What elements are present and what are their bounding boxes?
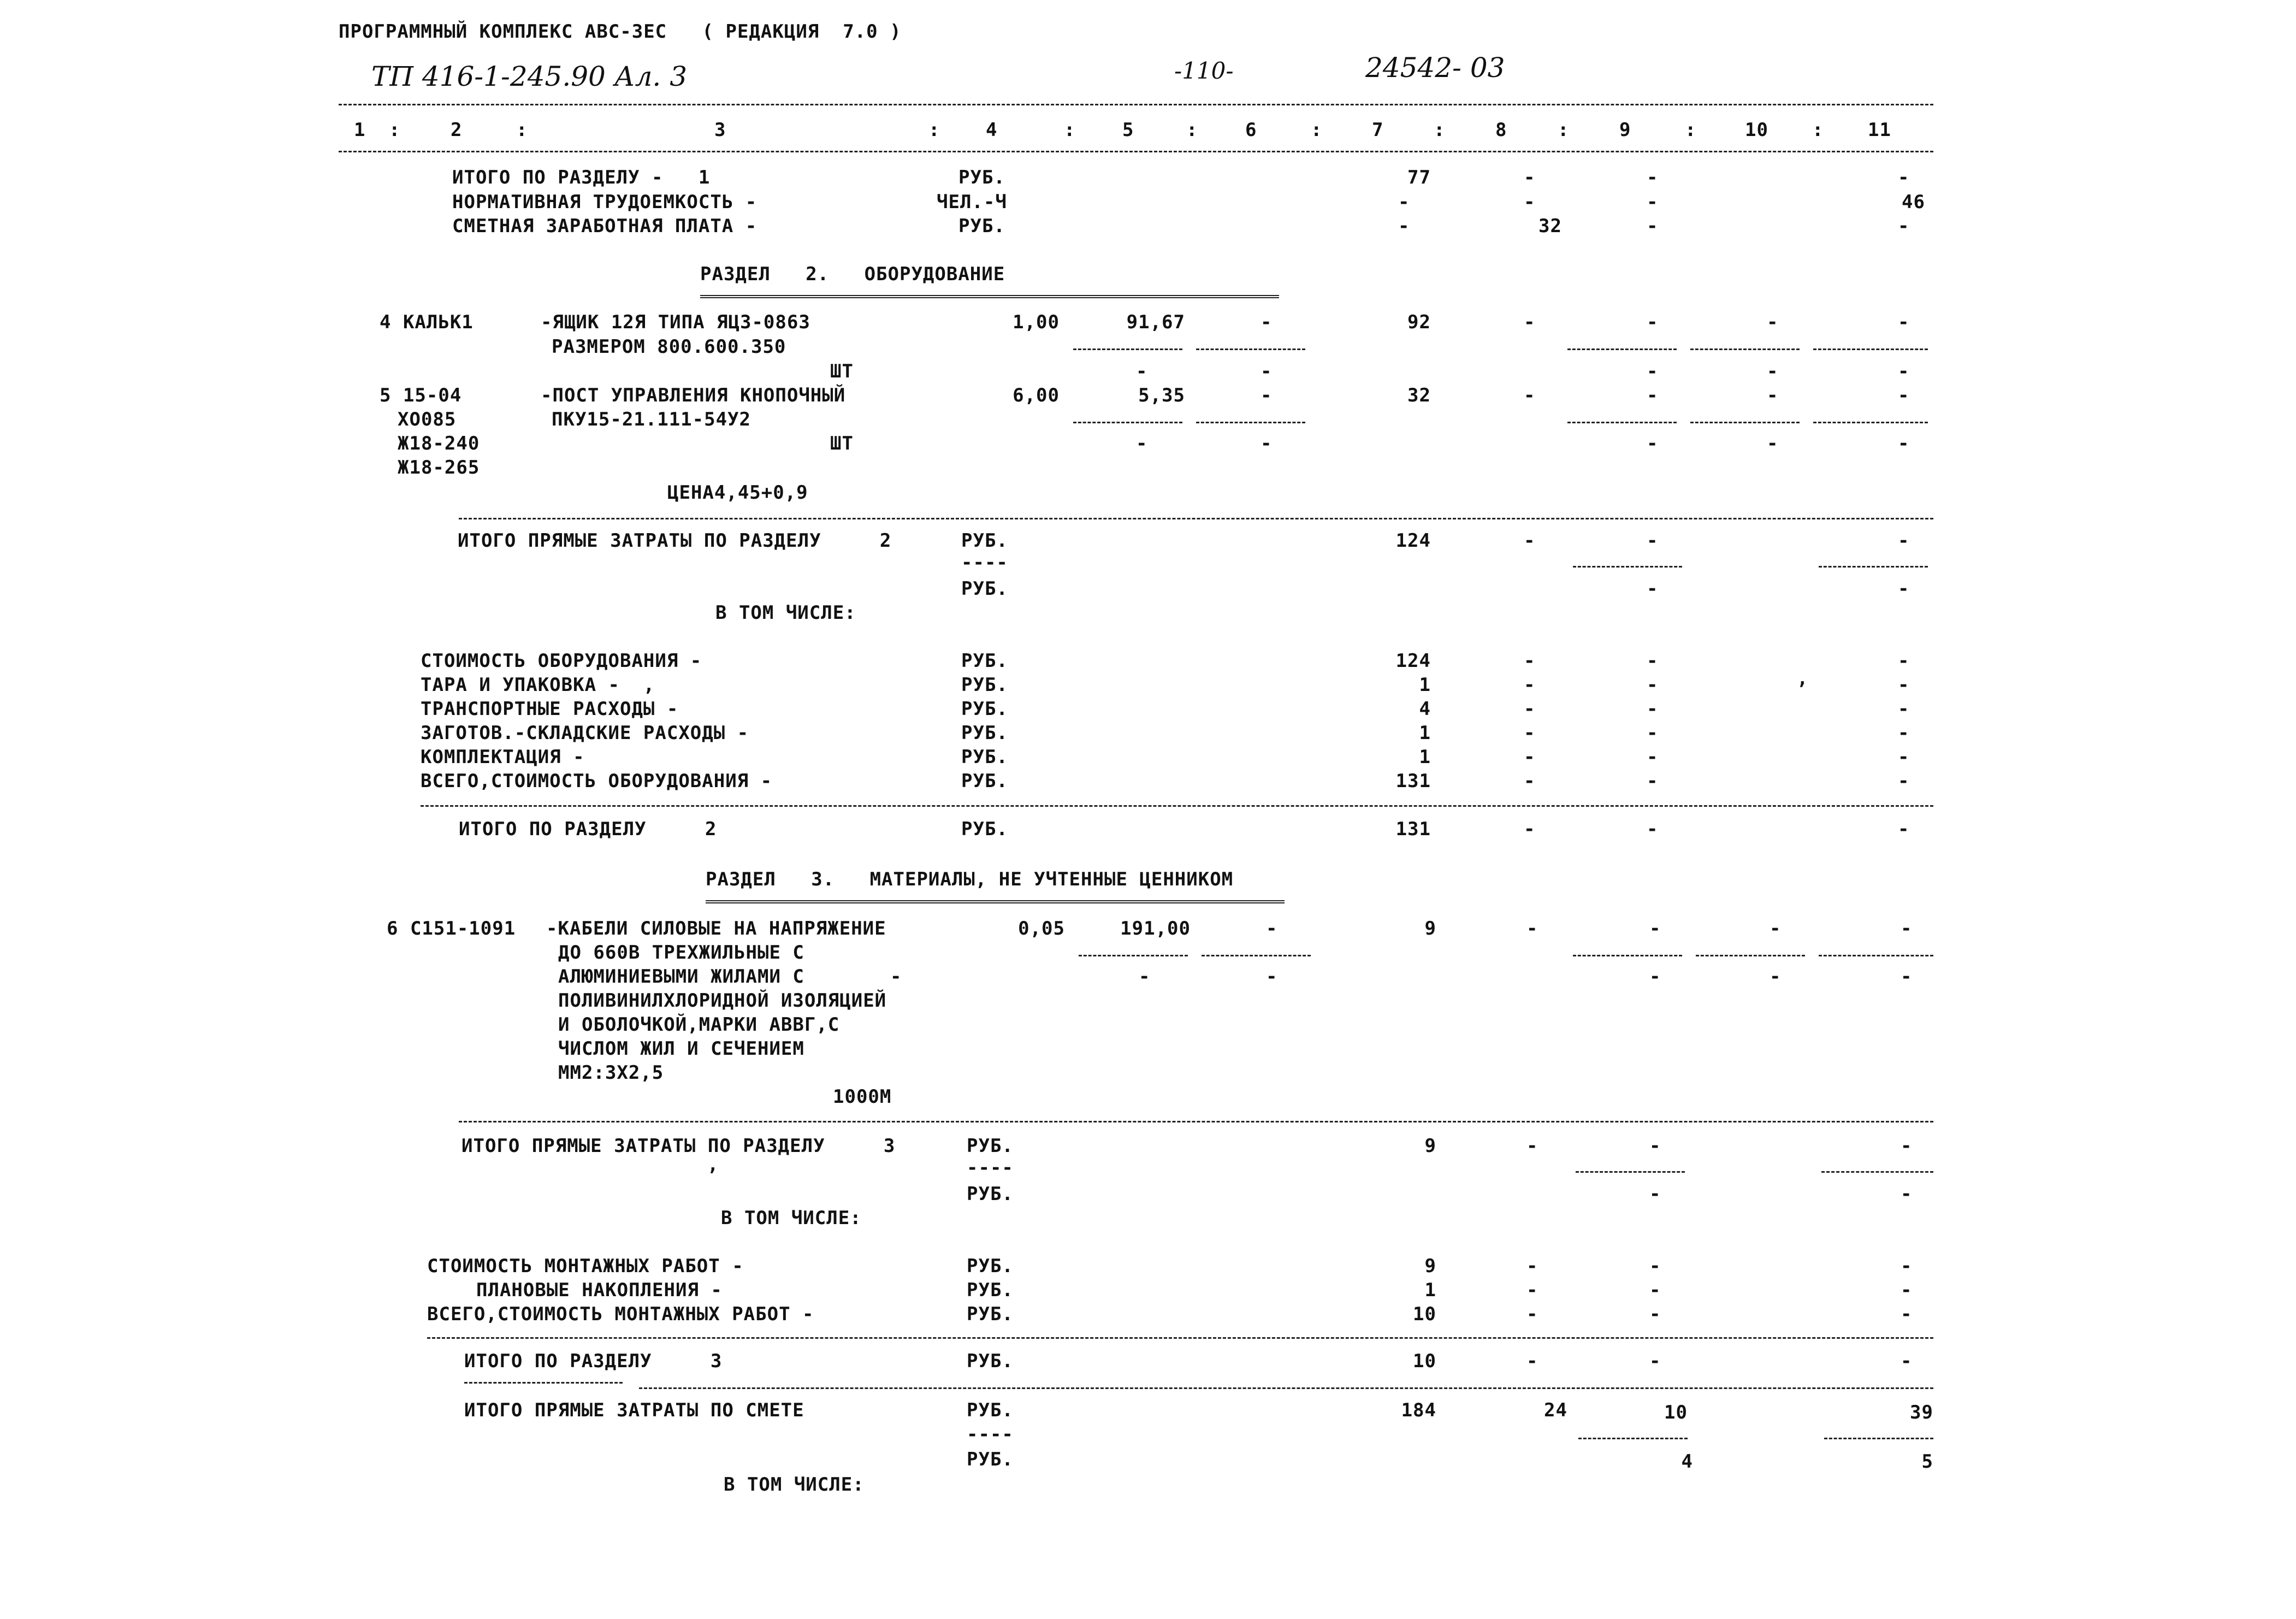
doc-reference: ТП 416-1-245.90 Ал. 3 bbox=[371, 61, 688, 92]
program-title: ПРОГРАММНЫЙ КОМПЛЕКС АВС-ЗЕС ( РЕДАКЦИЯ 7.0 ) bbox=[339, 21, 902, 43]
section-3-underline bbox=[706, 900, 1285, 903]
document-code: 24542- 03 bbox=[1365, 52, 1505, 84]
section-2-title: РАЗДЕЛ 2. ОБОРУДОВАНИЕ bbox=[700, 263, 1005, 285]
header-rule-top bbox=[339, 104, 1933, 105]
page-number: -110- bbox=[1174, 57, 1234, 84]
header-rule-bottom bbox=[339, 151, 1933, 152]
price-note: ЦЕНА4,45+0,9 bbox=[667, 482, 808, 504]
section-2-underline bbox=[700, 295, 1279, 298]
section-3-title: РАЗДЕЛ 3. МАТЕРИАЛЫ, НЕ УЧТЕННЫЕ ЦЕННИКОМ bbox=[706, 868, 1234, 890]
estimate-page: ПРОГРАММНЫЙ КОМПЛЕКС АВС-ЗЕС ( РЕДАКЦИЯ 7.0 ) ТП 416-1-245.90 Ал. 3 -110- 24542- 03 1 : 2 : 3 : 4 : 5 : 6 : 7 : 8 : 9 : 10 : 11 ИТОГО ПО РАЗДЕЛУ - 1 РУБ. 77 - - - НОРМАТИВНАЯ ТРУДОЕМКОСТЬ - ЧЕЛ.-Ч - - - 46 СМЕТНАЯ ЗАРАБОТНАЯ ПЛАТА - РУБ. - 32 - - РАЗДЕЛ 2. ОБОРУДОВАНИЕ 4 КАЛЬК1 -ЯЩИК 12Я ТИПА ЯЦЗ-0863 РАЗМЕРОМ 800.600.350 ШТ 1,00 91,67 - 92 - - - - - - - - - 5 15-04 ХО085 Ж18-240 Ж18-265 -ПОСТ УПРАВЛЕНИЯ КНОПОЧНЫЙ ПКУ15-21.111-54У2 ШТ 6,00 5,35 - 32 - - - - - - - - - ЦЕНА4,45+0,9 ИТОГО ПРЯМЫЕ ЗАТРАТЫ ПО РАЗДЕЛУ 2 РУБ. 124 - - - ---- РУБ. - - В ТОМ ЧИСЛЕ: СТОИМОСТЬ ОБОРУДОВАНИЯ - РУБ. 124 - - - ТАРА И УПАКОВКА - , РУБ. 1 - - , - ТРАНСПОРТНЫЕ РАСХОДЫ - РУБ. 4 - - - ЗАГОТОВ.-СКЛАДСКИЕ РАСХОДЫ - РУБ. 1 - - - КОМПЛЕКТАЦИЯ - РУБ. 1 - - - ВСЕГО,СТОИМОСТЬ ОБОРУДОВАНИЯ - РУБ. 131 - - - ИТОГО ПО РАЗДЕЛУ 2 РУБ. 131 - - - РАЗДЕЛ 3. МАТЕРИАЛЫ, НЕ УЧТЕННЫЕ ЦЕННИКОМ 6 С151-1091 -КАБЕЛИ СИЛОВЫЕ НА НАПРЯЖЕНИЕ ДО 660В ТРЕХЖИЛЬНЫЕ С АЛЮМИНИЕВЫМИ ЖИЛАМИ С ПОЛИВИНИЛХЛОРИДНОЙ ИЗОЛЯЦИЕЙ И ОБОЛОЧКОЙ,МАРКИ АВВГ,С ЧИСЛОМ ЖИЛ И СЕЧЕНИЕМ ММ2:3Х2,5 1000М - 0,05 191,00 - 9 - - - - - - - - - ИТОГО ПРЯМЫЕ ЗАТРАТЫ ПО РАЗДЕЛУ 3 , РУБ. 9 - - - ---- РУБ. - - В ТОМ ЧИСЛЕ: СТОИМОСТЬ МОНТАЖНЫХ РАБОТ - РУБ. 9 - - - ПЛАНОВЫЕ НАКОПЛЕНИЯ - РУБ. 1 - - - ВСЕГО,СТОИМОСТЬ МОНТАЖНЫХ РАБОТ - РУБ. 10 - - - ИТОГО ПО РАЗДЕЛУ 3 РУБ. 10 - - - ИТОГО ПРЯМЫЕ ЗАТРАТЫ ПО СМЕТЕ РУБ. 184 24 10 39 ---- РУБ. 4 5 В ТОМ ЧИСЛЕ: bbox=[339, 21, 1933, 1496]
